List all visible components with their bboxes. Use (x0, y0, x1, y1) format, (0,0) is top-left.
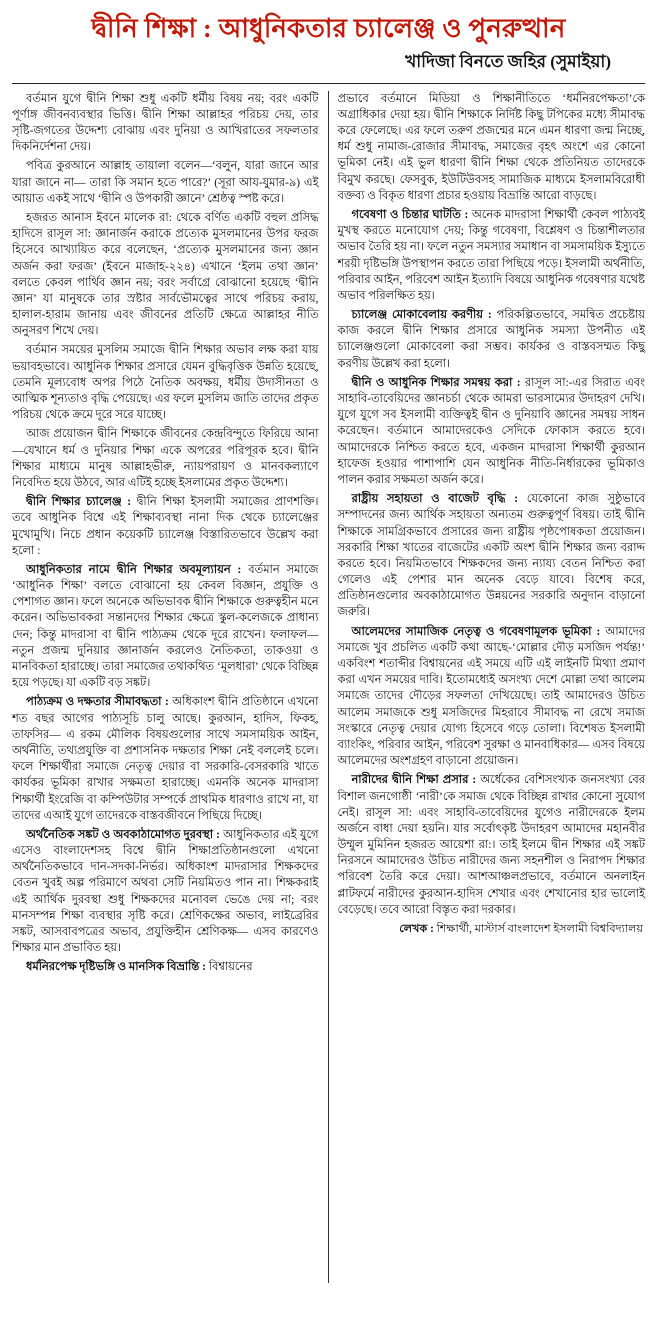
section-body: দ্বীনি শিক্ষা ইসলামী সমাজের প্রাণশক্তি। তবে আধুনিক বিশ্বে এই শিক্ষাব্যবস্থা নানা দিক থেকে চ্যালেঞ্জের মুখোমুখি। নিচে প্রধান কয়েকটি চ্যালেঞ্জ বিস্তারিতভাবে উল্লেখ করা হলো : (12, 496, 319, 557)
paragraph: পবিত্র কুরআনে আল্লাহ তায়ালা বলেন—‘বলুন, যারা জানে আর যারা জানে না— তারা কি সমান হতে পারে?’ (সূরা আয-যুমার-৯) এই আয়াত একই সাথে ‘দ্বীনি ও উপকারী জ্ঞানে’ শ্রেষ্ঠত্ব স্পষ্ট করে। (12, 160, 319, 205)
section-paragraph (12, 562, 319, 692)
paragraph: আজ প্রয়োজন দ্বীনি শিক্ষাকে জীবনের কেন্দ্রবিন্দুতে ফিরিয়ে আনা—যেখানে ধর্ম ও দুনিয়ার শিক্ষা একে অপরের পরিপূরক হবে। দ্বীনি শিক্ষার মাধ্যমে মানুষ আল্লাহভীরু, ন্যায়পরায়ণ ও মানবকল্যাণে নিবেদিত হয়ে উঠবে, আর এটিই হচ্ছে ইসলামের প্রকৃত উদ্দেশ্য। (12, 428, 319, 489)
section-paragraph (338, 207, 646, 304)
section-paragraph (338, 307, 646, 372)
section-body: যেকোনো কাজ সুষ্ঠুভাবে সম্পাদনের জন্য আর্থিক সহায়তা অন্যতম গুরুত্বপূর্ণ বিষয়। তাই দ্বীনি শিক্ষাকে সামগ্রিকভাবে প্রসারের জন্য রাষ্ট্রীয় পৃষ্ঠপোষকতা প্রয়োজন। সরকারি শিক্ষা খাতের বাজেটের একটি অংশ দ্বীনি শিক্ষার জন্য বরাদ্দ করতে হবে। নিয়মিতভাবে শিক্ষকদের জন্য ন্যায্য বেতন নিশ্চিত করা গেলেও এই পেশার মান অনেক বেড়ে যাবে। বিশেষ করে, প্রতিষ্ঠানগুলোর অবকাঠামোগত উন্নয়নের সরকারি অনুদান বাড়ানো জরুরি। (337, 493, 645, 619)
section-heading: আলেমদের সামাজিক নেতৃত্ব ও গবেষণামূলক ভূমিকা : (351, 625, 601, 638)
section-paragraph (12, 494, 319, 559)
section-paragraph (12, 827, 319, 957)
section-paragraph (12, 694, 319, 824)
credit-text: শিক্ষার্থী, মাস্টার্স বাংলাদেশ ইসলামী বিশ্ববিদ্যালয় (436, 923, 643, 936)
paragraph: হজরত আনাস ইবনে মালেক রা: থেকে বর্ণিত একটি বহুল প্রসিদ্ধ হাদিসে রাসূল সা: জ্ঞানার্জন করাকে প্রত্যেক মুসলমানের উপর ফরজ হিসেবে আখ্যায়িত করে বলেছেন, ‘প্রত্যেক মুসলমানের জন্য জ্ঞান অর্জন করা ফরজ’ (ইবনে মাজাহ-২২৪) এখানে ‘ইলম তথা জ্ঞান’ বলতে কেবল পার্থিব জ্ঞান নয়; বরং সর্বাগ্রে বোঝানো হয়েছে ‘দ্বীনি জ্ঞান’ যা মানুষকে তার স্রষ্টার সার্বভৌমত্বের সাথে পরিচয় করায়, হালাল-হারাম জানায় এবং জীবনের প্রতিটি ক্ষেত্রে আল্লাহর নীতি অনুসরণ শিখে দেয়। (12, 211, 319, 338)
section-heading: গবেষণা ও চিন্তার ঘাটতি : (351, 208, 469, 221)
credit-label: লেখক : (399, 923, 434, 936)
section-body: আধুনিকতার এই যুগে এসেও বাংলাদেশসহ বিশ্বে দ্বীনি শিক্ষাপ্রতিষ্ঠানগুলো এখনো অর্থনৈতিকভাবে দান-সদকা-নির্ভর। অধিকাংশ মাদরাসার শিক্ষকদের বেতন খুবই অল্প পরিমাণে অথবা সেটি নিয়মিতও পান না। শিক্ষকরাই এই আর্থিক দুরবস্থা শুধু শিক্ষকদের মনোবল ভেঙে দেয় না; বরং মানসম্পন্ন শিক্ষা ব্যবস্থার সৃষ্টি করে। শ্রেণিকক্ষের অভাব, লাইব্রেরির সঙ্কট, আসবাবপত্রের অভাব, প্রযুক্তিহীন শ্রেণিকক্ষ— এসব কারণেও শিক্ষার মান প্রভাবিত হয়। (12, 828, 319, 955)
section-paragraph (12, 959, 319, 975)
author-credit (338, 922, 646, 937)
section-body: বিশ্বায়নের (205, 961, 253, 974)
section-body: অনেক মাদরাসা শিক্ষার্থী কেবল পাঠ্যবই মুখস্থ করতে মনোযোগ দেয়; কিন্তু গবেষণা, বিশ্লেষণ ও চিন্তাশীলতার অভাব তৈরি হয় না। ফলে নতুন সমস্যার সমাধান বা সমসাময়িক ইস্যুতে শরয়ী দৃষ্টিভঙ্গি উপস্থাপন করতে তারা পিছিয়ে পড়ে। ইসলামী অর্থনীতি, পরিবার আইন, পরিবেশ আইন ইত্যাদি বিষয়ে আধুনিক গবেষণার যথেষ্ট অভাব পরিলক্ষিত হয়। (337, 208, 645, 302)
left-column (12, 91, 329, 1283)
section-paragraph (338, 375, 646, 488)
section-heading: পাঠ্যক্রম ও দক্ষতার সীমাবদ্ধতা : (26, 696, 169, 709)
section-heading: আধুনিকতার নামে দ্বীনি শিক্ষার অবমূল্যায়ন : (26, 563, 242, 576)
paragraph-continuation: প্রভাবে বর্তমানে মিডিয়া ও শিক্ষানীতিতে ‘ধর্মনিরপেক্ষতা’কে অগ্রাধিকার দেয়া হয়। দ্বীনি শিক্ষাকে নির্দিষ্ট কিছু টপিকের মধ্যে সীমাবদ্ধ করে ফেলেছে। এর ফলে তরুণ প্রজন্মের মনে এমন ধারণা জন্ম নিচ্ছে, ধর্ম শুধু নামাজ-রোজার সীমাবদ্ধ, সমাজের বৃহৎ অংশে এর কোনো ভূমিকা নেই। এই ভুল ধারণা দ্বীনি শিক্ষা থেকে প্রতিনিয়ত তাদেরকে বিমুখ করছে। ফেসবুক, ইউটিউবসহ সামাজিক মাধ্যমে ইসলামবিরোধী বক্তব্য ও বিকৃত ধারণা প্রচার হওয়ায় বিভ্রান্তি আরো বাড়ছে। (337, 92, 645, 202)
article-columns (12, 91, 645, 1283)
right-column (329, 91, 646, 1283)
section-heading: অর্থনৈতিক সঙ্কট ও অবকাঠামোগত দুরবস্থা : (26, 828, 220, 841)
section-paragraph (338, 624, 646, 770)
byline: খাদিজা বিনতে জহির (সুমাইয়া) (405, 51, 611, 71)
section-body: রাসূল সা:-এর সিরাত এবং সাহাবি-তাবেয়িদের জ্ঞানচর্চা থেকে আমরা ভারসাম্যের উদাহরণ দেখি। যুগে যুগে সব ইসলামী ব্যক্তিত্বই দ্বীন ও দুনিয়াবি জ্ঞানের সমন্বয় সাধন করেছেন। বর্তমানে আমাদেরকেও সেদিকে ফোকাস করতে হবে। আমাদেরকে নিশ্চিত করতে হবে, একজন মাদরাসা শিক্ষার্থী কুরআন হাফেজ হওয়ার পাশাপাশি যেন আধুনিক নীতি-নির্ধারকের ভূমিকাও পালন করার সক্ষমতা অর্জন করে। (337, 376, 646, 486)
section-heading: দ্বীনি ও আধুনিক শিক্ষার সমন্বয় করা : (351, 376, 521, 389)
section-body: অধিকাংশ দ্বীনি প্রতিষ্ঠানে এখনো শত বছর আগের পাঠ্যসূচি চালু আছে। কুরআন, হাদিস, ফিকহ, তাফসির— এ রকম মৌলিক বিষয়গুলোর সাথে সমসাময়িক আইন, অর্থনীতি, তথ্যপ্রযুক্তি বা প্রশাসনিক দক্ষতার শিক্ষা নেই বললেই চলে। ফলে শিক্ষার্থীরা সমাজে নেতৃত্ব দেয়ার বা সরকারি-বেসরকারি খাতে কার্যকর ভূমিকা রাখার সক্ষমতা হারাচ্ছে। এমনকি অনেক মাদরাসা শিক্ষার্থী ইংরেজি বা কম্পিউটার সম্পর্কে প্রাথমিক ধারণাও রাখে না, যা তাদের এআই যুগে তাদেরকে বাস্তবজীবনে পিছিয়ে দিচ্ছে। (12, 696, 319, 822)
section-body: পরিকল্পিতভাবে, সমন্বিত প্রচেষ্টায় কাজ করলে দ্বীনি শিক্ষার প্রসারে আধুনিক সমস্যা উপনীত এই চ্যালেঞ্জগুলো মোকাবেলা করা সম্ভব। কার্যকর ও বাস্তবসম্মত কিছু করণীয় উল্লেখ করা হলো। (337, 309, 646, 370)
divider (12, 83, 645, 84)
section-heading: ধর্মনিরপেক্ষ দৃষ্টিভঙ্গি ও মানসিক বিভ্রান্তি : (26, 961, 206, 974)
section-body: বর্তমান সমাজে ‘আধুনিক শিক্ষা’ বলতে বোঝানো হয় কেবল বিজ্ঞান, প্রযুক্তি ও পেশাগত জ্ঞান। ফলে অনেকে অভিভাবক দ্বীনি শিক্ষাকে গুরুত্বহীন মনে করেন। অভিভাবকরা সন্তানদের শিক্ষার ক্ষেত্রে স্কুল-কলেজকে প্রাধান্য দেন; কিন্তু মাদরাসা বা দ্বীনি পাঠ্যক্রম থেকে দূরে রাখেন। ফলাফল— নতুন প্রজন্ম দুনিয়ার জ্ঞানার্জন করলেও নৈতিকতা, তাকওয়া ও মানবিকতা হারাচ্ছে। তারা সমাজের তথাকথিত ‘মূলধারা’ থেকে বিচ্ছিন্ন হয়ে পড়ছে। যা একটি বড় সঙ্কট। (12, 563, 319, 690)
section-paragraph (338, 772, 646, 918)
paragraph: বর্তমান সময়ের মুসলিম সমাজে দ্বীনি শিক্ষার অভাব লক্ষ করা যায় ভয়াবহভাবে। আধুনিক শিক্ষার প্রসারে যেমন বুদ্ধিবৃত্তিক উন্নতি হয়েছে, তেমনি মূল্যবোধ অপর পিঠে নৈতিক অবক্ষয়, ধর্মীয় উদাসীনতা ও আত্মিক শূন্যতাও বৃদ্ধি পেয়েছে। এর ফলে মুসলিম জাতি তাদের প্রকৃত পরিচয় থেকে ক্রমে দূরে সরে যাচ্ছে। (12, 344, 319, 422)
section-heading: দ্বীনি শিক্ষার চ্যালেঞ্জ : (26, 496, 132, 509)
section-body: অর্ধেকের বেশিসংখ্যক জনসংখ্যা বের বিশাল জনগোষ্ঠী ‘নারী’কে সমাজ থেকে বিচ্ছিন্ন রাখার কোনো সুযোগ নেই। রাসূল সা: এবং সাহাবি-তাবেয়িদের যুগেও নারীদেরকে ইলম অর্জনে বাধা দেয়া হয়নি। যার সর্বোৎকৃষ্ট উদাহরণ আমাদের মহানবীর উম্মুল মুমিনিন হজরত আয়েশা রা:। তাই ইলমে দ্বীন শিক্ষার এই সঙ্কট নিরসনে আমাদেরও উচিত নারীদের জন্য সহনশীল ও নিরাপদ শিক্ষার পরিবেশ তৈরি করে দেয়া। আশআঞ্চলপ্রভাবে, বর্তমানে অনলাইন প্লাটফর্মে নারীদের কুরআন-হাদিস শেখার এবং শেখানোর হার ভালোই বেড়েছে। তবে আরো বিস্তৃত করা দরকার। (337, 774, 645, 916)
page-title: দ্বীনি শিক্ষা : আধুনিকতার চ্যালেঞ্জ ও পুনরুত্থান (91, 14, 566, 43)
section-heading: রাষ্ট্রীয় সহায়তা ও বাজেট বৃদ্ধি : (351, 493, 519, 506)
section-body: আমাদের সমাজে খুব প্রচলিত একটি কথা আছে-‘মোল্লার দৌড় মসজিদ পর্যন্ত!’ একবিংশ শতাব্দীর বিশ্বায়নের এই সময়ে এটি এই লাইনটি মিথ্যা প্রমাণ করা এখন সময়ের দাবি। ইতোমধ্যেই অসংখ্য দেশে মোল্লা তথা আলেম সমাজে তাদের দৌড়ের সফলতা দেখিয়েছে। তাই আমাদেরও উচিত আলেম সমাজকে শুধু মসজিদের মিহরাবে সীমাবদ্ধ না রেখে সমাজ সংস্কারে নেতৃত্ব দেয়ার যোগ্য হিসেবে গড়ে তোলা। বিশেষত ইসলামী ব্যাংকিং, পরিবার আইন, পরিবেশ সুরক্ষা ও মানবাধিকার— এসব বিষয়ে আলেমদের অংশগ্রহণ বাড়ানো প্রয়োজন। (337, 625, 645, 768)
paragraph: বর্তমান যুগে দ্বীনি শিক্ষা শুধু একটি ধর্মীয় বিষয় নয়; বরং একটি পূর্ণাঙ্গ জীবনব্যবস্থার ভিত্তি। দ্বীনি শিক্ষা আল্লাহর পরিচয় দেয়, তার সৃষ্টি-জগতের উদ্দেশ্য বোঝায় এবং দুনিয়া ও আখিরাতের সফলতার দিকনির্দেশনা দেয়। (12, 92, 319, 154)
section-paragraph (338, 491, 646, 621)
section-heading: নারীদের দ্বীনি শিক্ষা প্রসার : (351, 774, 477, 787)
section-heading: চ্যালেঞ্জ মোকাবেলায় করণীয় : (351, 309, 492, 322)
